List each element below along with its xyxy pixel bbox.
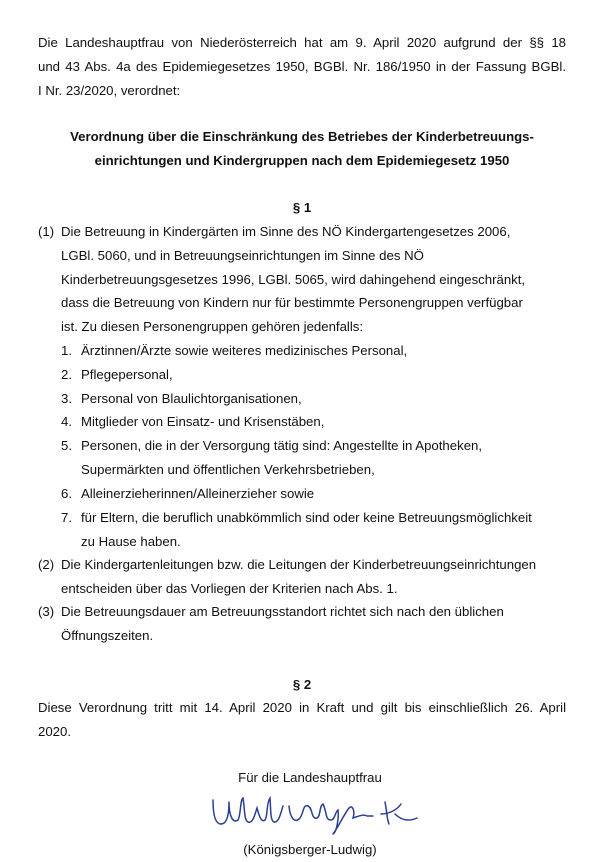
list-item-line: Pflegepersonal, <box>81 367 173 382</box>
handwritten-signature <box>203 790 433 835</box>
paragraph-1 <box>61 220 567 339</box>
paragraph-number: (2) <box>38 557 55 572</box>
preamble <box>38 31 566 102</box>
list-item-number: 7. <box>61 510 72 525</box>
list-item-line: Personal von Blaulichtorganisationen, <box>81 391 302 406</box>
list-item-number: 1. <box>61 343 72 358</box>
list-item-line: für Eltern, die beruflich unabkömmlich sind oder keine Betreuungsmöglichkeit <box>81 510 532 525</box>
title-line: einrichtungen und Kindergruppen nach dem Epidemiegesetz 1950 <box>94 152 510 168</box>
closing-for-line: Für die Landeshauptfrau <box>238 770 382 785</box>
paragraph-line: 2020. <box>38 723 72 739</box>
preamble-line: und 43 Abs. 4a des Epidemiegesetzes 1950, BGBl. Nr. 186/1950 in der Fassung BGBl. <box>38 58 566 74</box>
paragraph-line: Die Betreuung in Kindergärten im Sinne des NÖ Kindergartengesetzes 2006, <box>61 224 511 239</box>
title-line: Verordnung über die Einschränkung des Betriebes der Kinderbetreuungs- <box>70 129 534 144</box>
paragraph-number: (3) <box>38 604 55 619</box>
list-item-number: 2. <box>61 367 72 382</box>
list-item-number: 6. <box>61 486 72 501</box>
list-item-line: Personen, die in der Versorgung tätig sind: Angestellte in Apotheken, <box>81 438 483 453</box>
list-item-line: Alleinerzieherinnen/Alleinerzieher sowie <box>81 486 315 501</box>
list-item-line: Mitglieder von Einsatz- und Krisenstäben, <box>81 414 325 429</box>
list-item <box>81 339 567 363</box>
list-item-number: 5. <box>61 438 72 453</box>
list-item-line: Supermärkten und öffentlichen Verkehrsbetrieben, <box>81 461 375 477</box>
paragraph-line: LGBl. 5060, und in Betreuungseinrichtungen im Sinne des NÖ <box>61 247 424 263</box>
section-1-heading: § 1 <box>292 200 312 215</box>
paragraph-line: Kinderbetreuungsgesetzes 1996, LGBl. 5065, wird dahingehend eingeschränkt, <box>61 271 526 287</box>
paragraph-line: dass die Betreuung von Kindern nur für bestimmte Personengruppen verfügbar <box>61 295 523 311</box>
list-item-number: 3. <box>61 391 72 406</box>
list-item <box>81 506 567 554</box>
paragraph-line: Diese Verordnung tritt mit 14. April 2020 in Kraft und gilt bis einschließlich 26. April <box>38 700 566 715</box>
list-item-line: Ärztinnen/Ärzte sowie weiteres medizinisches Personal, <box>81 343 408 358</box>
list-item <box>81 387 567 411</box>
preamble-line: I Nr. 23/2020, verordnet: <box>38 82 181 98</box>
list-item <box>81 482 567 506</box>
section-2-heading: § 2 <box>292 677 312 692</box>
paragraph-line: Die Betreuungsdauer am Betreuungsstandort richtet sich nach den üblichen <box>61 604 504 619</box>
paragraph-3 <box>61 600 567 648</box>
paragraph-2 <box>61 553 567 601</box>
list-item <box>81 434 567 482</box>
paragraph-line: Die Kindergartenleitungen bzw. die Leitungen der Kinderbetreuungseinrichtungen <box>61 557 537 572</box>
list-item-number: 4. <box>61 414 72 429</box>
preamble-line: Die Landeshauptfrau von Niederösterreich hat am 9. April 2020 aufgrund der §§ 18 <box>38 35 566 50</box>
list-item <box>81 410 567 434</box>
list-item <box>81 363 567 387</box>
paragraph-line: Öffnungszeiten. <box>61 627 154 643</box>
paragraph-number: (1) <box>38 224 55 239</box>
signatory-name: (Königsberger-Ludwig) <box>243 842 377 857</box>
document-title <box>38 125 566 173</box>
paragraph-line: entscheiden über das Vorliegen der Kriterien nach Abs. 1. <box>61 580 398 596</box>
paragraph-line: ist. Zu diesen Personengruppen gehören jedenfalls: <box>61 319 364 335</box>
section-2-text <box>38 696 566 744</box>
list-item-line: zu Hause haben. <box>81 533 181 549</box>
